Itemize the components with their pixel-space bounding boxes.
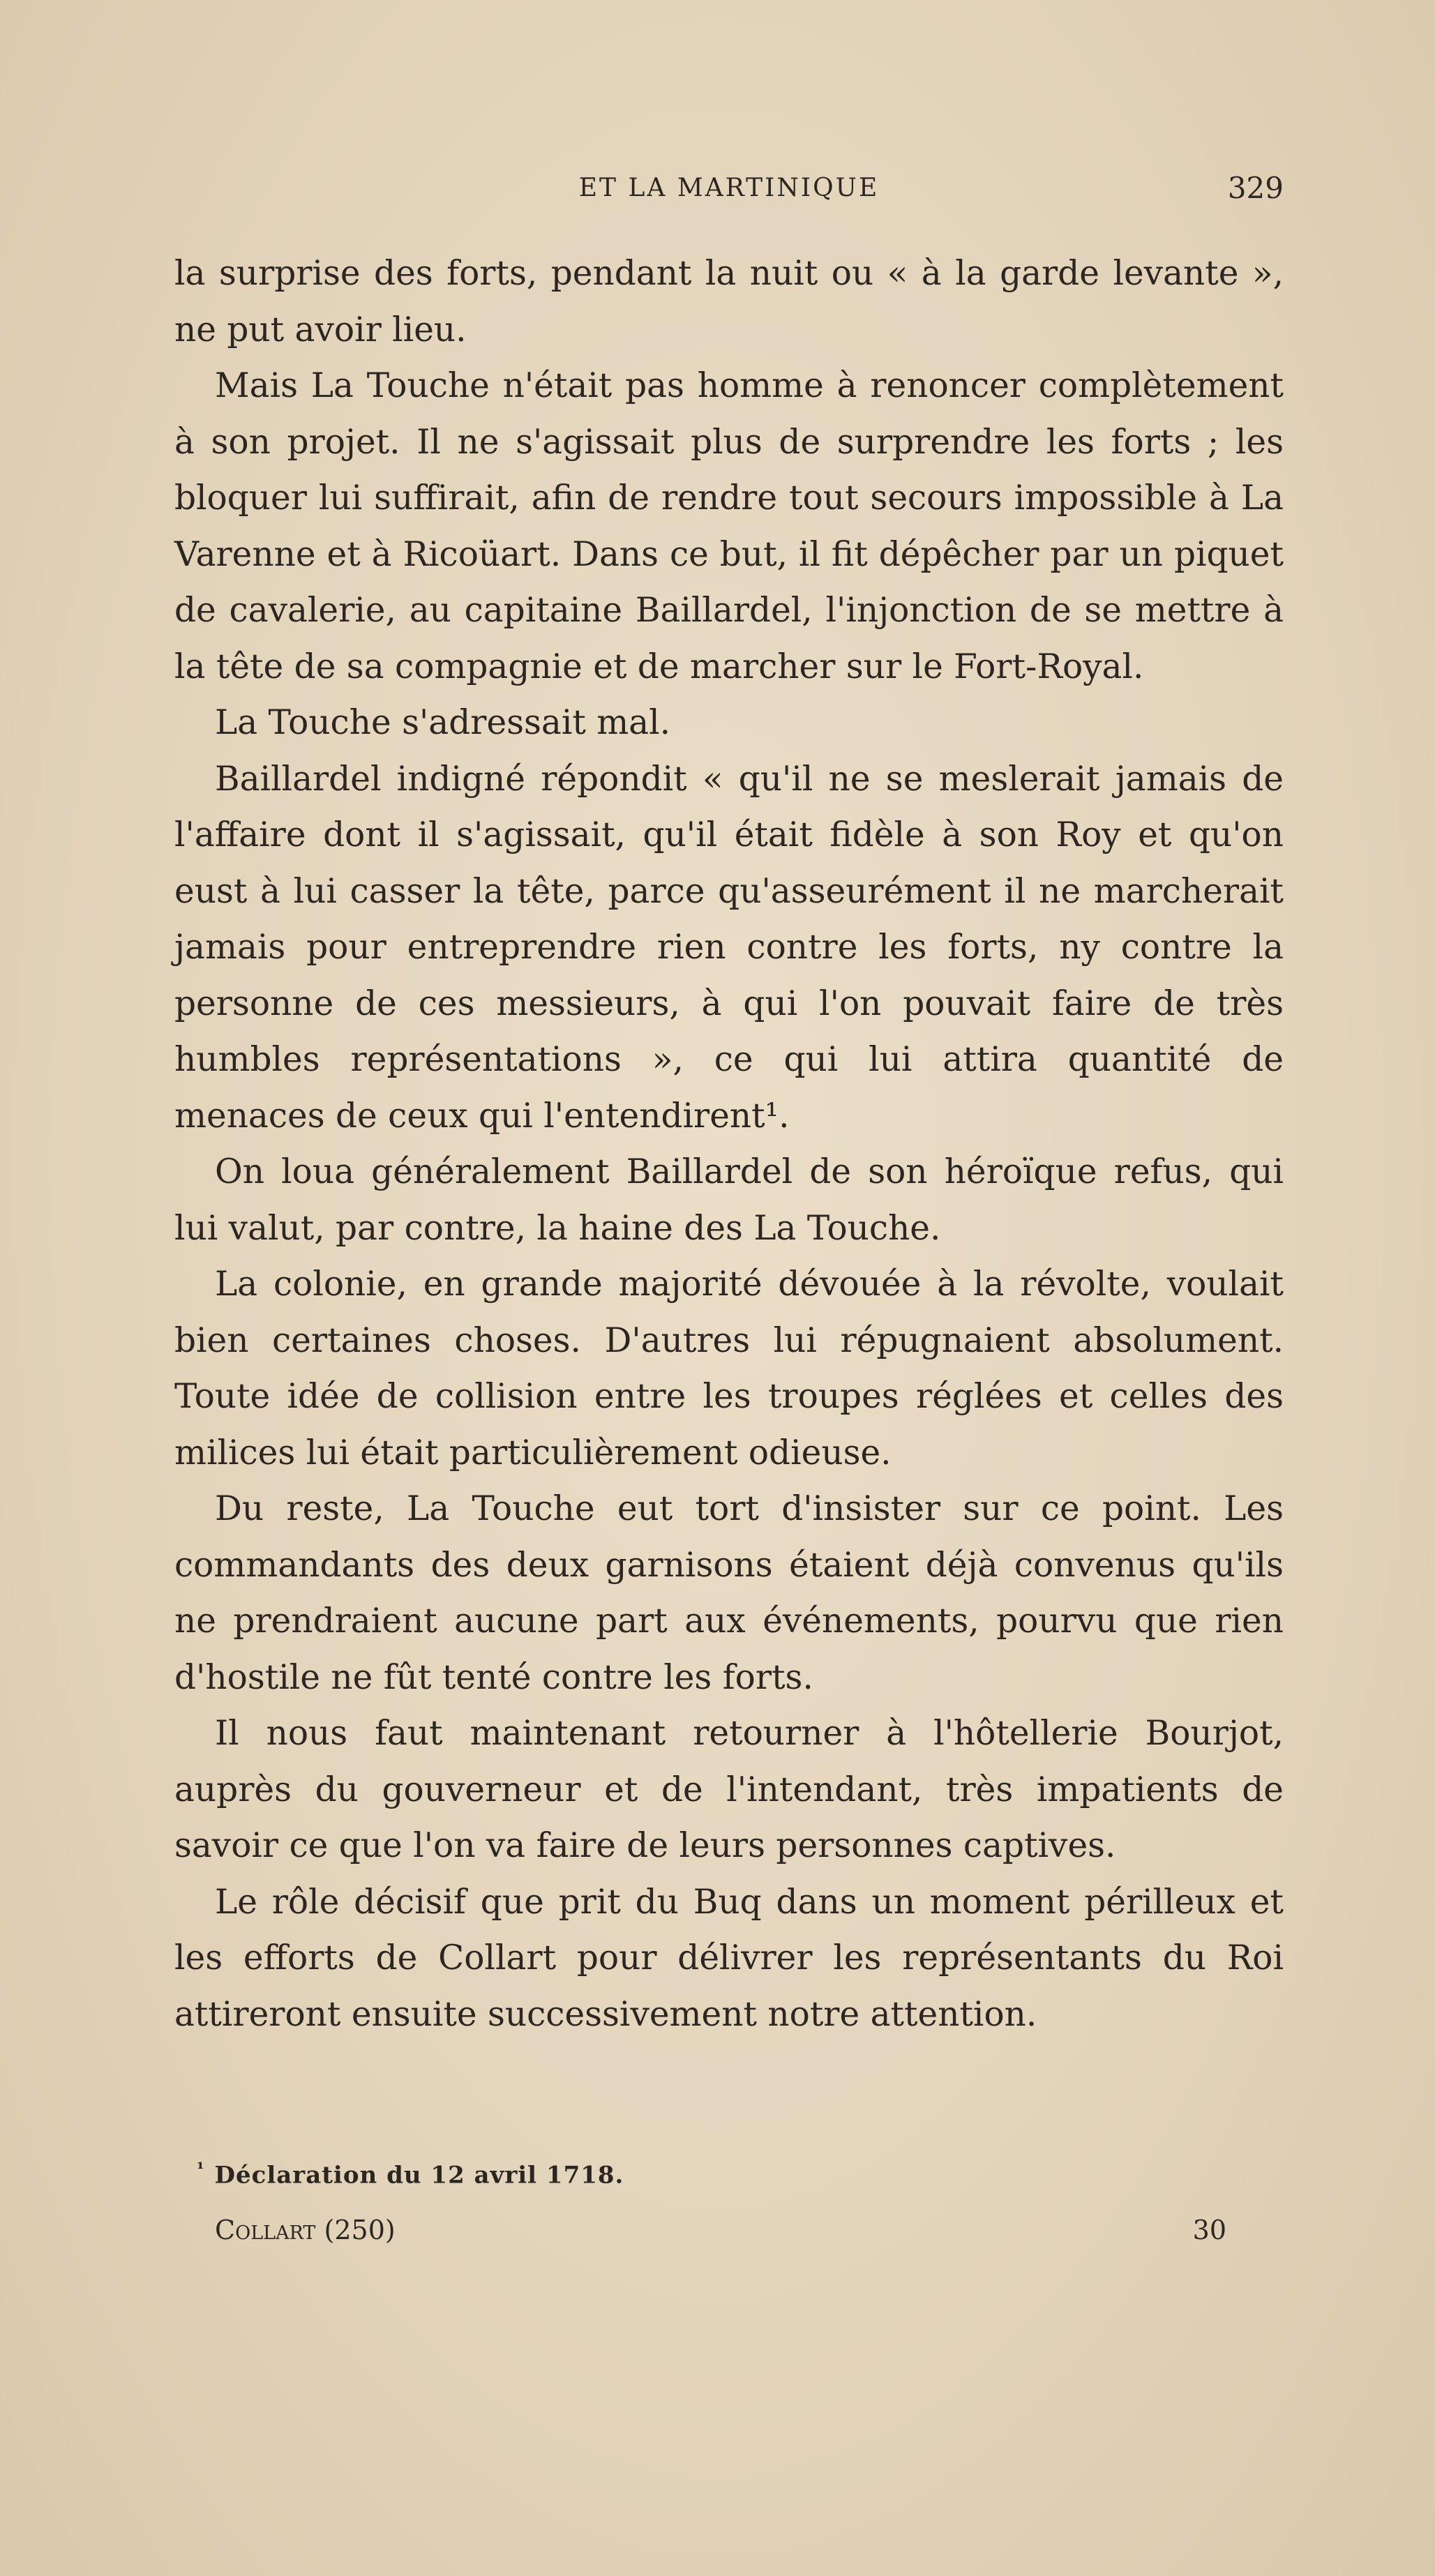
paragraph: La colonie, en grande majorité dévouée à la révolte, voulait bien certaines choses. D'autres lui répugnaient absolument. Toute idée de collision entre les troupes réglées et celles des milices lui était particulièrement odieuse. [174,1265,1284,1472]
paragraph: Le rôle décisif que prit du Buq dans un moment périlleux et les efforts de Collart pour délivrer les représentants du Roi attireront ensuite successivement notre attention. [174,1882,1284,2034]
paragraph: Du reste, La Touche eut tort d'insister sur ce point. Les commandants des deux garnisons étaient déjà convenus qu'ils ne prendraient aucune part aux événements, pourvu que rien d'hostile ne fût tenté contre les forts. [174,1489,1284,1697]
signature-mark: Collart (250) [215,2215,396,2245]
paragraph: Baillardel indigné répondit « qu'il ne se meslerait jamais de l'affaire dont il s'agissait, qu'il était fidèle à son Roy et qu'on eust à lui casser la tête, parce qu'asseurément il ne marcherait jamais pour entreprendre rien contre les forts, ny contre la personne de ces messieurs, à qui l'on pouvait faire de très humbles représentations », ce qui lui attira quantité de menaces de ceux qui l'entendirent¹. [174,759,1284,1136]
footnote-text: Déclaration du 12 avril 1718. [214,2161,624,2190]
signature-number: 30 [1192,2215,1226,2245]
paragraph: La Touche s'adressait mal. [215,703,671,742]
body-text [174,246,1284,2042]
paragraph: Mais La Touche n'était pas homme à renoncer complètement à son projet. Il ne s'agissait plus de surprendre les forts ; les bloquer lui suffirait, afin de rendre tout secours impossible à La Varenne et à Ricoüart. Dans ce but, il fit dépêcher par un piquet de cavalerie, au capitaine Baillardel, l'injonction de se mettre à la tête de sa compagnie et de marcher sur le Fort-Royal. [174,366,1284,686]
footnote-mark: ¹ [197,2158,205,2178]
paragraph: la surprise des forts, pendant la nuit ou « à la garde levante », ne put avoir lieu. [174,254,1284,349]
printer-signature [215,2209,1226,2251]
paragraph: On loua généralement Baillardel de son héroïque refus, qui lui valut, par contre, la haine des La Touche. [174,1152,1284,1248]
paragraph: Il nous faut maintenant retourner à l'hôtellerie Bourjot, auprès du gouverneur et de l'intendant, très impatients de savoir ce que l'on va faire de leurs personnes captives. [174,1714,1284,1865]
footnote [197,2151,624,2192]
page-number: 329 [1227,171,1284,205]
running-title: ET LA MARTINIQUE [578,174,880,202]
running-head [174,167,1284,216]
